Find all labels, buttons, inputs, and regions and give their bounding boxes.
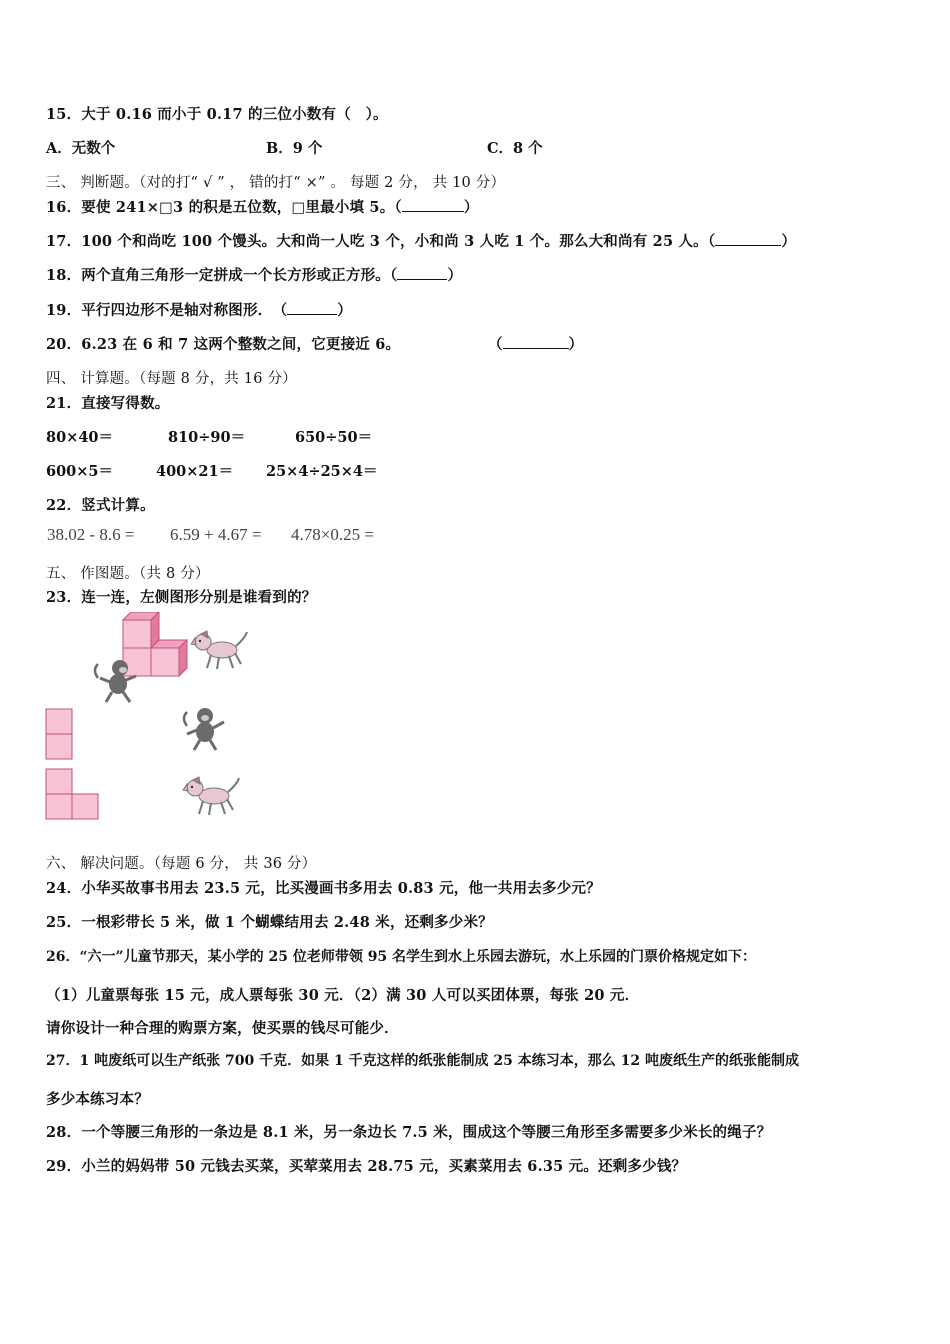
question-26-line-1: 26．“六一”儿童节那天，某小学的 25 位老师带领 95 名学生到水上乐园去游玩，水上乐园的门票价格规定如下： [46,949,757,965]
question-24: 24．小华买故事书用去 23.5 元，比买漫画书多用去 0.83 元，他一共用去多少元？ [46,880,601,897]
vertical-calc-item: 38.02 - 8.6 = [47,525,135,544]
question-28: 28．一个等腰三角形的一条边是 8.1 米，另一条边长 7.5 米，围成这个等腰三角形至多需要多少米长的绳子？ [46,1124,772,1141]
question-19 [46,299,352,320]
view-l-shape [45,768,101,822]
dog-icon [181,774,241,818]
close-paren: ） [568,336,583,353]
close-paren: ） [447,267,463,284]
open-paren: （ [488,336,503,353]
question-27-line-1: 27．1 吨废纸可以生产纸张 700 千克．如果 1 千克这样的纸张能制成 25 本练习本，那么 12 吨废纸生产的纸张能制成 [46,1053,800,1069]
section-3-heading: 三、 判断题。（对的打“ √ ” ， 错的打“ ×” 。 每题 2 分， 共 10 分） [46,175,506,191]
question-26-line-2: （1）儿童票每张 15 元，成人票每张 30 元．（2）满 30 人可以买团体票，每张 20 元． [46,987,640,1004]
option-c: C．8 个 [487,140,543,157]
close-paren: ） [337,302,352,319]
calc-item: 25×4÷25×4＝ [266,463,378,480]
question-20 [46,333,400,354]
question-17 [46,230,796,251]
question-27-line-2: 多少本练习本？ [46,1091,149,1108]
question-23: 23．连一连，左侧图形分别是谁看到的？ [46,589,317,606]
question-26-line-3: 请你设计一种合理的购票方案，使买票的钱尽可能少． [46,1020,399,1037]
calc-item: 80×40＝ [46,429,114,446]
question-20-answer [488,333,583,354]
answer-blank-19[interactable] [287,300,337,315]
question-16-text: 16．要使 241×□3 的积是五位数，□里最小填 5。（ [46,199,402,216]
question-18-text: 18．两个直角三角形一定拼成一个长方形或正方形。（ [46,267,398,284]
option-a: A．无数个 [46,140,116,157]
calc-item: 400×21＝ [156,463,234,480]
question-20-text: 20．6.23 在 6 和 7 这两个整数之间，它更接近 6。 [46,336,401,353]
answer-blank-17[interactable] [715,231,781,246]
section-6-heading: 六、 解决问题。（每题 6 分， 共 36 分） [46,856,317,872]
view-two-stacked-squares [45,708,75,762]
option-b: B．9 个 [266,140,323,157]
section-5-heading: 五、 作图题。（共 8 分） [46,566,210,582]
question-17-text: 17．100 个和尚吃 100 个馒头。大和尚一人吃 3 个，小和尚 3 人吃 1 个。那么大和尚有 25 人。（ [46,233,716,250]
vertical-calc-item: 6.59 + 4.67 = [170,525,262,544]
answer-blank-18[interactable] [397,265,447,280]
close-paren: ） [781,233,797,250]
question-29: 29．小兰的妈妈带 50 元钱去买菜，买荤菜用去 28.75 元，买素菜用去 6.35 元。还剩多少钱？ [46,1158,687,1175]
question-22-title: 22．竖式计算。 [46,497,155,514]
monkey-icon [181,706,229,752]
question-15: 15．大于 0.16 而小于 0.17 的三位小数有（ ）。 [46,106,388,123]
monkey-icon [92,658,140,704]
section-4-heading: 四、 计算题。（每题 8 分，共 16 分） [46,371,297,387]
question-18 [46,264,462,285]
question-21-title: 21．直接写得数。 [46,395,170,412]
vertical-calc-item: 4.78×0.25 = [291,525,374,544]
calc-item: 600×5＝ [46,463,114,480]
question-16 [46,196,479,217]
answer-blank-16[interactable] [402,197,464,212]
answer-blank-20[interactable] [503,334,569,349]
question-19-text: 19．平行四边形不是轴对称图形． （ [46,302,288,319]
dog-icon [189,628,249,672]
close-paren: ） [463,199,479,216]
calc-item: 810÷90＝ [168,429,246,446]
question-25: 25．一根彩带长 5 米，做 1 个蝴蝶结用去 2.48 米，还剩多少米？ [46,914,493,931]
calc-item: 650÷50＝ [295,429,373,446]
